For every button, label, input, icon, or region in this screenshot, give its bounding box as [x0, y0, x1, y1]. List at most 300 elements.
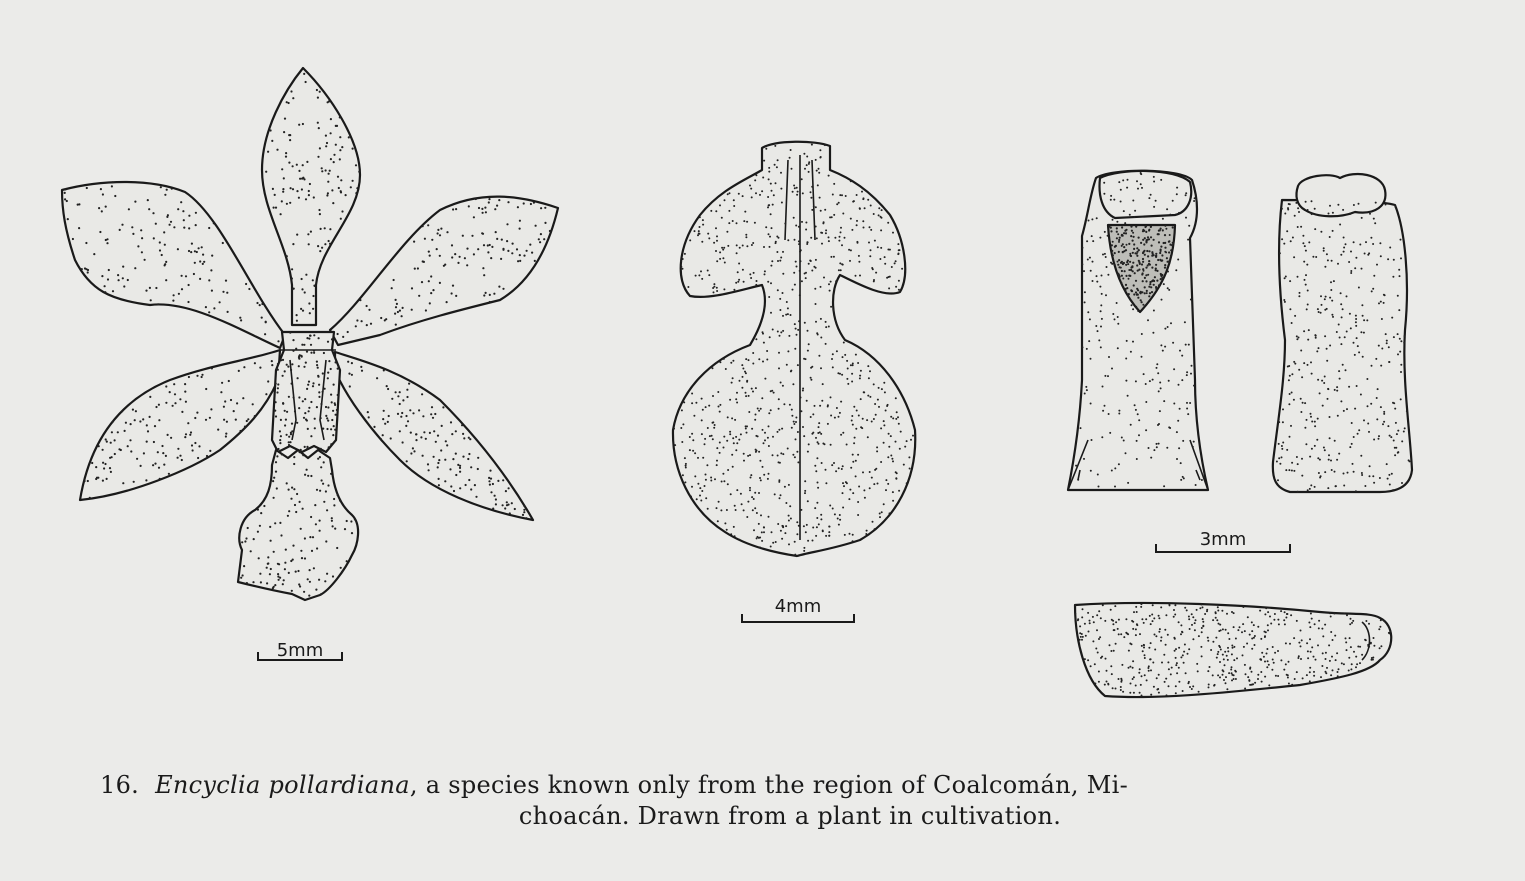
stipple-dot	[785, 314, 787, 316]
stipple-dot	[1332, 212, 1334, 214]
stipple-dot	[1129, 275, 1131, 277]
stipple-dot	[1199, 607, 1201, 609]
stipple-dot	[1360, 331, 1362, 333]
stipple-dot	[674, 444, 676, 446]
stipple-dot	[771, 260, 773, 262]
stipple-dot	[397, 413, 399, 415]
stipple-dot	[786, 301, 788, 303]
stipple-dot	[313, 350, 315, 352]
stipple-dot	[896, 411, 898, 413]
stipple-dot	[1288, 379, 1290, 381]
stipple-dot	[1298, 642, 1300, 644]
stipple-dot	[286, 434, 288, 436]
stipple-dot	[1128, 243, 1130, 245]
stipple-dot	[743, 220, 745, 222]
stipple-dot	[354, 518, 356, 520]
stipple-dot	[523, 255, 525, 257]
stipple-dot	[1284, 277, 1286, 279]
stipple-dot	[1292, 237, 1294, 239]
stipple-dot	[199, 278, 201, 280]
stipple-dot	[1267, 629, 1269, 631]
stipple-dot	[1166, 257, 1168, 259]
stipple-dot	[1334, 389, 1336, 391]
stipple-dot	[1314, 445, 1316, 447]
stipple-dot	[801, 221, 803, 223]
stipple-dot	[284, 424, 286, 426]
stipple-dot	[1400, 398, 1402, 400]
stipple-dot	[187, 422, 189, 424]
stipple-dot	[1242, 654, 1244, 656]
stipple-dot	[794, 239, 796, 241]
stipple-dot	[1097, 330, 1099, 332]
stipple-dot	[316, 547, 318, 549]
stipple-dot	[192, 449, 194, 451]
stipple-dot	[507, 201, 509, 203]
stipple-dot	[785, 525, 787, 527]
stipple-dot	[64, 198, 66, 200]
stipple-dot	[350, 520, 352, 522]
stipple-dot	[887, 222, 889, 224]
stipple-dot	[1343, 237, 1345, 239]
stipple-dot	[716, 362, 718, 364]
stipple-dot	[502, 288, 504, 290]
stipple-dot	[1365, 620, 1367, 622]
stipple-dot	[1202, 621, 1204, 623]
stipple-dot	[713, 286, 715, 288]
stipple-dot	[868, 377, 870, 379]
stipple-dot	[695, 275, 697, 277]
stipple-dot	[880, 427, 882, 429]
stipple-dot	[292, 165, 294, 167]
stipple-dot	[760, 514, 762, 516]
stipple-dot	[705, 406, 707, 408]
stipple-dot	[136, 458, 138, 460]
stipple-dot	[1404, 335, 1406, 337]
stipple-dot	[1315, 659, 1317, 661]
stipple-dot	[767, 437, 769, 439]
stipple-dot	[1366, 378, 1368, 380]
stipple-dot	[795, 421, 797, 423]
stipple-dot	[1330, 674, 1332, 676]
stipple-dot	[1274, 613, 1276, 615]
stipple-dot	[873, 213, 875, 215]
stipple-dot	[1164, 247, 1166, 249]
stipple-dot	[1148, 670, 1150, 672]
stipple-dot	[517, 260, 519, 262]
stipple-dot	[752, 242, 754, 244]
stipple-dot	[1278, 443, 1280, 445]
stipple-dot	[300, 308, 302, 310]
stipple-dot	[710, 480, 712, 482]
stipple-dot	[1326, 360, 1328, 362]
stipple-dot	[535, 225, 537, 227]
stipple-dot	[733, 205, 735, 207]
stipple-dot	[1191, 365, 1193, 367]
stipple-dot	[800, 397, 802, 399]
stipple-dot	[310, 475, 312, 477]
stipple-dot	[1144, 292, 1146, 294]
stipple-dot	[1329, 297, 1331, 299]
stipple-dot	[791, 427, 793, 429]
stipple-dot	[1301, 376, 1303, 378]
stipple-dot	[282, 583, 284, 585]
stipple-dot	[713, 283, 715, 285]
stipple-dot	[172, 405, 174, 407]
stipple-dot	[348, 373, 350, 375]
stipple-dot	[793, 217, 795, 219]
stipple-dot	[282, 402, 284, 404]
stipple-dot	[773, 194, 775, 196]
stipple-dot	[1304, 245, 1306, 247]
stipple-dot	[1125, 284, 1127, 286]
stipple-dot	[161, 254, 163, 256]
stipple-dot	[852, 492, 854, 494]
stipple-dot	[450, 421, 452, 423]
stipple-dot	[1233, 626, 1235, 628]
stipple-dot	[1353, 436, 1355, 438]
stipple-dot	[1170, 322, 1172, 324]
stipple-dot	[306, 469, 308, 471]
stipple-dot	[816, 502, 818, 504]
stipple-dot	[111, 456, 113, 458]
stipple-dot	[303, 73, 305, 75]
stipple-dot	[1086, 240, 1088, 242]
stipple-dot	[1327, 398, 1329, 400]
stipple-dot	[517, 206, 519, 208]
stipple-dot	[1089, 318, 1091, 320]
stipple-dot	[735, 509, 737, 511]
stipple-dot	[890, 435, 892, 437]
stipple-dot	[1128, 269, 1130, 271]
stipple-dot	[288, 396, 290, 398]
stipple-dot	[1156, 677, 1158, 679]
stipple-dot	[813, 205, 815, 207]
stipple-dot	[288, 102, 290, 104]
stipple-dot	[742, 195, 744, 197]
stipple-dot	[277, 573, 279, 575]
stipple-dot	[452, 285, 454, 287]
stipple-dot	[1301, 458, 1303, 460]
stipple-dot	[269, 573, 271, 575]
stipple-dot	[808, 443, 810, 445]
stipple-dot	[1309, 456, 1311, 458]
stipple-dot	[1189, 402, 1191, 404]
stipple-dot	[1128, 293, 1130, 295]
stipple-dot	[1309, 488, 1311, 490]
stipple-dot	[319, 213, 321, 215]
stipple-dot	[1257, 674, 1259, 676]
stipple-dot	[1324, 471, 1326, 473]
stipple-dot	[227, 311, 229, 313]
stipple-dot	[728, 210, 730, 212]
stipple-dot	[310, 516, 312, 518]
stipple-dot	[754, 507, 756, 509]
stipple-dot	[165, 261, 167, 263]
stipple-dot	[402, 399, 404, 401]
stipple-dot	[163, 464, 165, 466]
stipple-dot	[1216, 657, 1218, 659]
stipple-dot	[1290, 240, 1292, 242]
stipple-dot	[1087, 612, 1089, 614]
stipple-dot	[779, 309, 781, 311]
stipple-dot	[1227, 647, 1229, 649]
stipple-dot	[765, 226, 767, 228]
stipple-dot	[1289, 308, 1291, 310]
stipple-dot	[1301, 475, 1303, 477]
stipple-dot	[475, 496, 477, 498]
stipple-dot	[468, 205, 470, 207]
stipple-dot	[1164, 225, 1166, 227]
stipple-dot	[451, 244, 453, 246]
stipple-dot	[687, 286, 689, 288]
stipple-dot	[337, 368, 339, 370]
stipple-dot	[888, 287, 890, 289]
stipple-dot	[874, 528, 876, 530]
stipple-dot	[1363, 419, 1365, 421]
stipple-dot	[1383, 421, 1385, 423]
stipple-dot	[715, 250, 717, 252]
stipple-dot	[327, 101, 329, 103]
stipple-dot	[1084, 658, 1086, 660]
stipple-dot	[321, 167, 323, 169]
stipple-dot	[435, 441, 437, 443]
stipple-dot	[367, 411, 369, 413]
stipple-dot	[1327, 487, 1329, 489]
stipple-dot	[1143, 230, 1145, 232]
stipple-dot	[1337, 415, 1339, 417]
stipple-dot	[1163, 400, 1165, 402]
stipple-dot	[1349, 313, 1351, 315]
stipple-dot	[1342, 209, 1344, 211]
stipple-dot	[1127, 260, 1129, 262]
stipple-dot	[290, 369, 292, 371]
stipple-dot	[1169, 427, 1171, 429]
stipple-dot	[1273, 662, 1275, 664]
stipple-dot	[1098, 638, 1100, 640]
stipple-dot	[1272, 646, 1274, 648]
stipple-dot	[713, 291, 715, 293]
stipple-dot	[1173, 403, 1175, 405]
stipple-dot	[1307, 209, 1309, 211]
stipple-dot	[696, 498, 698, 500]
stipple-dot	[824, 443, 826, 445]
stipple-dot	[1394, 454, 1396, 456]
stipple-dot	[217, 429, 219, 431]
stipple-dot	[1116, 227, 1118, 229]
stipple-dot	[1284, 301, 1286, 303]
stipple-dot	[697, 457, 699, 459]
stipple-dot	[1285, 469, 1287, 471]
stipple-dot	[440, 228, 442, 230]
stipple-dot	[798, 240, 800, 242]
stipple-dot	[85, 242, 87, 244]
stipple-dot	[1309, 671, 1311, 673]
stipple-dot	[288, 572, 290, 574]
stipple-dot	[1372, 475, 1374, 477]
stipple-dot	[838, 416, 840, 418]
stipple-dot	[1145, 280, 1147, 282]
stipple-dot	[719, 404, 721, 406]
stipple-dot	[1172, 226, 1174, 228]
stipple-dot	[810, 191, 812, 193]
stipple-dot	[906, 440, 908, 442]
stipple-dot	[328, 240, 330, 242]
stipple-dot	[1277, 479, 1279, 481]
stipple-dot	[721, 481, 723, 483]
stipple-dot	[1154, 276, 1156, 278]
stipple-dot	[1190, 373, 1192, 375]
stipple-dot	[801, 280, 803, 282]
stipple-dot	[1380, 301, 1382, 303]
stipple-dot	[716, 460, 718, 462]
stipple-dot	[142, 418, 144, 420]
stipple-dot	[154, 425, 156, 427]
stipple-dot	[134, 419, 136, 421]
stipple-dot	[321, 170, 323, 172]
stipple-dot	[223, 406, 225, 408]
stipple-dot	[819, 431, 821, 433]
stipple-dot	[280, 534, 282, 536]
stipple-dot	[270, 568, 272, 570]
stipple-dot	[759, 477, 761, 479]
stipple-dot	[1121, 234, 1123, 236]
stipple-dot	[1235, 671, 1237, 673]
stipple-dot	[903, 464, 905, 466]
stipple-dot	[1209, 666, 1211, 668]
stipple-dot	[1200, 604, 1202, 606]
stipple-dot	[1158, 615, 1160, 617]
stipple-dot	[523, 505, 525, 507]
stipple-dot	[272, 188, 274, 190]
stipple-dot	[1081, 616, 1083, 618]
stipple-dot	[1278, 419, 1280, 421]
stipple-dot	[858, 255, 860, 257]
stipple-dot	[1375, 358, 1377, 360]
stipple-dot	[305, 362, 307, 364]
stipple-dot	[114, 439, 116, 441]
stipple-dot	[351, 362, 353, 364]
stipple-dot	[897, 243, 899, 245]
stipple-dot	[293, 456, 295, 458]
stipple-dot	[1316, 350, 1318, 352]
stipple-dot	[308, 302, 310, 304]
stipple-dot	[450, 485, 452, 487]
stipple-dot	[887, 456, 889, 458]
stipple-dot	[881, 217, 883, 219]
stipple-dot	[284, 118, 286, 120]
stipple-dot	[1165, 644, 1167, 646]
stipple-dot	[1100, 304, 1102, 306]
stipple-dot	[257, 509, 259, 511]
stipple-dot	[867, 436, 869, 438]
stipple-dot	[685, 465, 687, 467]
stipple-dot	[1131, 265, 1133, 267]
stipple-dot	[298, 355, 300, 357]
stipple-dot	[1172, 342, 1174, 344]
stipple-dot	[275, 471, 277, 473]
stipple-dot	[1140, 603, 1142, 605]
stipple-dot	[1135, 409, 1137, 411]
stipple-dot	[1107, 235, 1109, 237]
stipple-dot	[1160, 344, 1162, 346]
stipple-dot	[788, 543, 790, 545]
stipple-dot	[1322, 635, 1324, 637]
stipple-dot	[755, 387, 757, 389]
stipple-dot	[326, 428, 328, 430]
stipple-dot	[430, 413, 432, 415]
stipple-dot	[1336, 386, 1338, 388]
stipple-dot	[345, 194, 347, 196]
stipple-dot	[317, 458, 319, 460]
stipple-dot	[1318, 347, 1320, 349]
stipple-dot	[316, 89, 318, 91]
stipple-dot	[889, 249, 891, 251]
stipple-dot	[1147, 274, 1149, 276]
stipple-dot	[331, 401, 333, 403]
stipple-dot	[760, 479, 762, 481]
stipple-dot	[761, 531, 763, 533]
stipple-dot	[312, 295, 314, 297]
left-lateral-sepal	[80, 350, 280, 500]
stipple-dot	[1307, 339, 1309, 341]
stipple-dot	[1331, 260, 1333, 262]
stipple-dot	[719, 258, 721, 260]
stipple-dot	[723, 288, 725, 290]
stipple-dot	[298, 365, 300, 367]
stipple-dot	[173, 294, 175, 296]
stipple-dot	[413, 241, 415, 243]
stipple-dot	[770, 183, 772, 185]
stipple-dot	[1392, 276, 1394, 278]
stipple-dot	[1208, 684, 1210, 686]
stipple-dot	[1325, 671, 1327, 673]
stipple-dot	[1132, 252, 1134, 254]
stipple-dot	[1129, 692, 1131, 694]
stipple-dot	[1361, 472, 1363, 474]
stipple-dot	[64, 188, 66, 190]
stipple-dot	[1318, 311, 1320, 313]
stipple-dot	[749, 454, 751, 456]
stipple-dot	[1333, 280, 1335, 282]
stipple-dot	[1281, 208, 1283, 210]
stipple-dot	[252, 581, 254, 583]
stipple-dot	[181, 288, 183, 290]
stipple-dot	[883, 424, 885, 426]
stipple-dot	[768, 296, 770, 298]
stipple-dot	[727, 193, 729, 195]
stipple-dot	[1288, 661, 1290, 663]
stipple-dot	[1148, 295, 1150, 297]
stipple-dot	[681, 409, 683, 411]
stipple-dot	[1155, 635, 1157, 637]
stipple-dot	[885, 479, 887, 481]
stipple-dot	[857, 514, 859, 516]
stipple-dot	[1345, 243, 1347, 245]
stipple-dot	[1329, 437, 1331, 439]
stipple-dot	[790, 518, 792, 520]
stipple-dot	[304, 412, 306, 414]
stipple-dot	[857, 454, 859, 456]
stipple-dot	[857, 362, 859, 364]
stipple-dot	[511, 243, 513, 245]
stipple-dot	[1123, 232, 1125, 234]
stipple-dot	[1163, 283, 1165, 285]
stipple-dot	[1155, 286, 1157, 288]
stipple-dot	[895, 286, 897, 288]
stipple-dot	[274, 522, 276, 524]
stipple-dot	[1173, 368, 1175, 370]
stipple-dot	[806, 400, 808, 402]
